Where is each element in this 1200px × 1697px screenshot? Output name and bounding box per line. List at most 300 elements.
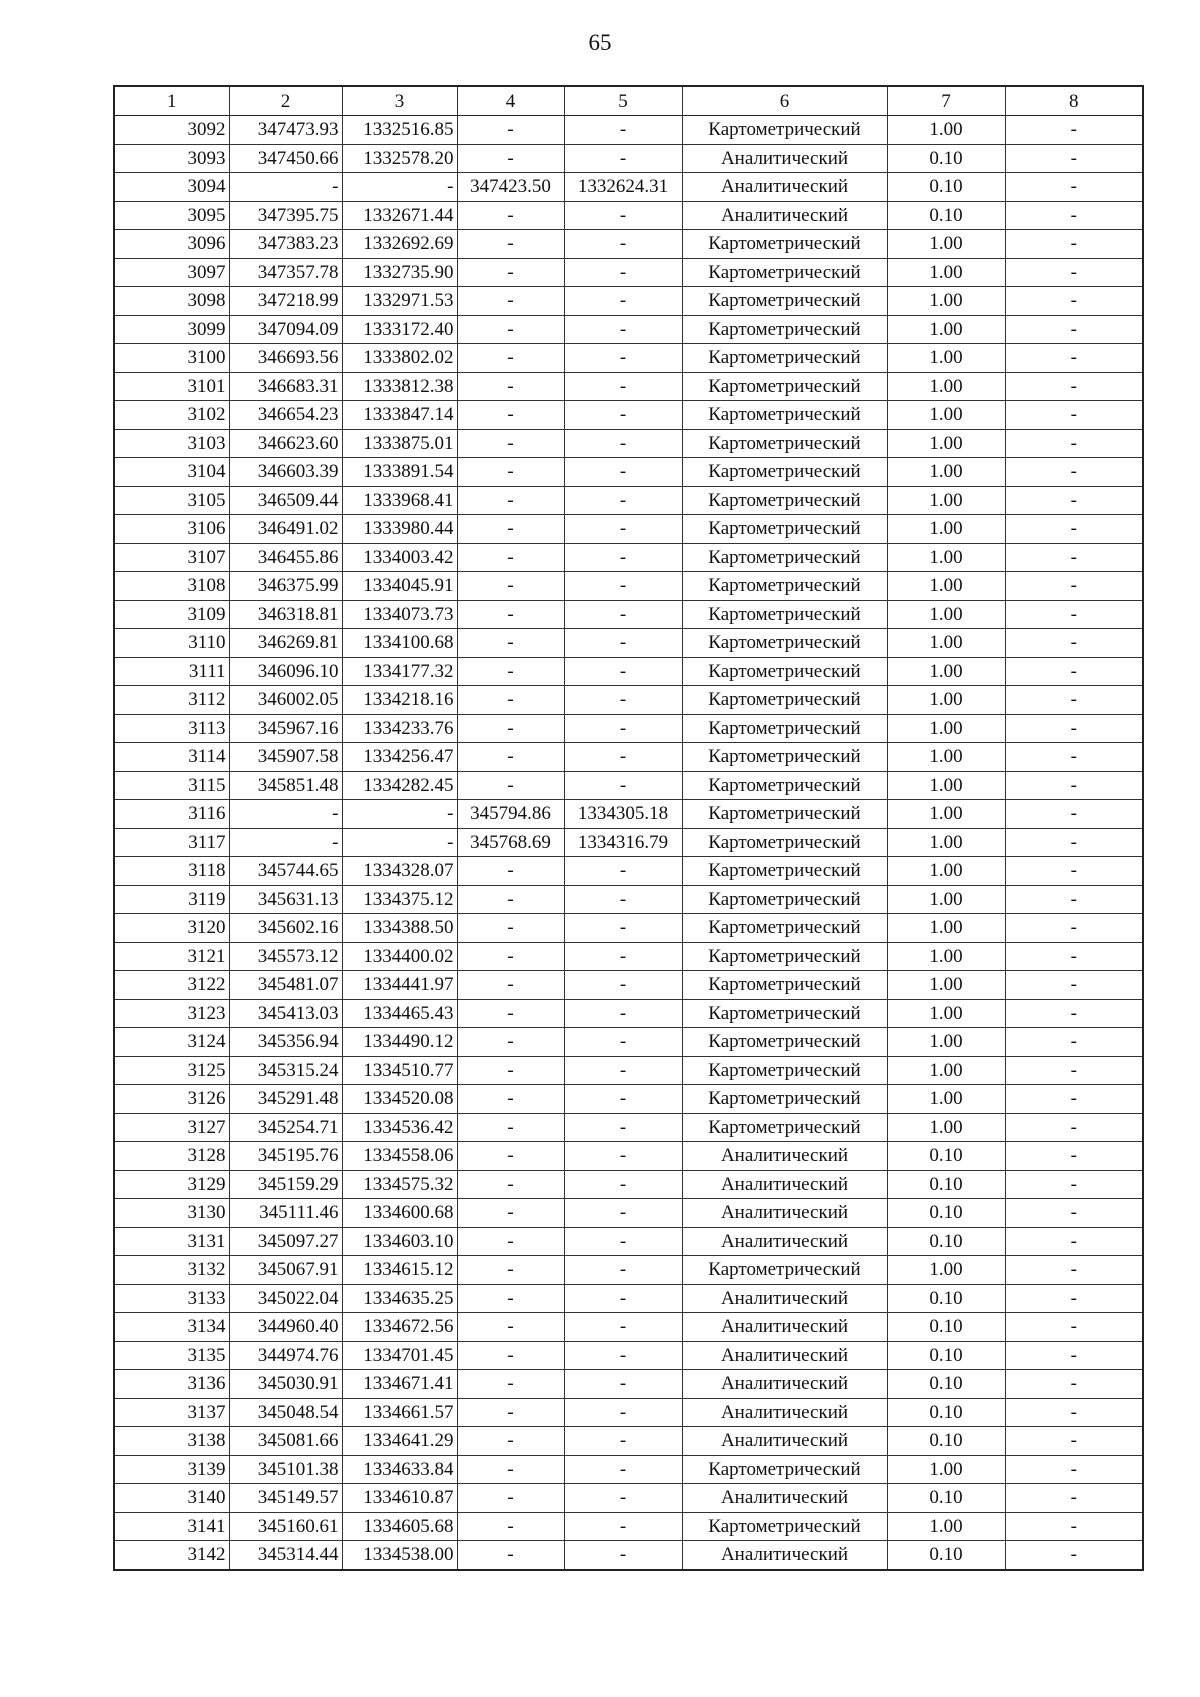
accuracy-cell: 0.10 [887,201,1005,230]
accuracy-cell: 1.00 [887,230,1005,259]
method-cell: Картометрический [682,429,887,458]
table-row [114,857,1143,886]
x-coordinate-cell: 346603.39 [229,458,342,487]
y-alt-coordinate-cell: - [564,942,682,971]
accuracy-cell: 1.00 [887,971,1005,1000]
x-coordinate-cell: 345101.38 [229,1455,342,1484]
accuracy-cell: 1.00 [887,743,1005,772]
x-alt-coordinate-cell: - [457,600,564,629]
method-cell: Картометрический [682,1256,887,1285]
method-cell: Аналитический [682,1541,887,1570]
point-number-cell: 3101 [114,372,229,401]
y-coordinate-cell: 1334490.12 [342,1028,457,1057]
x-alt-coordinate-cell: - [457,258,564,287]
y-alt-coordinate-cell: - [564,429,682,458]
method-cell: Картометрический [682,1512,887,1541]
x-alt-coordinate-cell: - [457,1028,564,1057]
y-coordinate-cell: 1332735.90 [342,258,457,287]
point-number-cell: 3141 [114,1512,229,1541]
y-alt-coordinate-cell: - [564,1170,682,1199]
column-header: 7 [887,86,1005,116]
accuracy-cell: 1.00 [887,1455,1005,1484]
x-alt-coordinate-cell: - [457,885,564,914]
note-cell: - [1005,1256,1143,1285]
x-alt-coordinate-cell: - [457,287,564,316]
point-number-cell: 3134 [114,1313,229,1342]
table-row [114,657,1143,686]
point-number-cell: 3112 [114,686,229,715]
x-coordinate-cell: 346002.05 [229,686,342,715]
point-number-cell: 3108 [114,572,229,601]
y-coordinate-cell: 1334465.43 [342,999,457,1028]
x-alt-coordinate-cell: - [457,486,564,515]
x-coordinate-cell: 345159.29 [229,1170,342,1199]
accuracy-cell: 1.00 [887,372,1005,401]
table-row [114,1455,1143,1484]
note-cell: - [1005,1484,1143,1513]
table-row [114,942,1143,971]
x-alt-coordinate-cell: - [457,942,564,971]
y-alt-coordinate-cell: - [564,1455,682,1484]
y-alt-coordinate-cell: 1334305.18 [564,800,682,829]
note-cell: - [1005,629,1143,658]
point-number-cell: 3105 [114,486,229,515]
y-coordinate-cell: 1333802.02 [342,344,457,373]
method-cell: Картометрический [682,1455,887,1484]
y-coordinate-cell: 1334233.76 [342,714,457,743]
accuracy-cell: 1.00 [887,572,1005,601]
y-coordinate-cell: 1334536.42 [342,1113,457,1142]
table-row [114,572,1143,601]
y-coordinate-cell: 1333968.41 [342,486,457,515]
method-cell: Картометрический [682,971,887,1000]
x-coordinate-cell: 345631.13 [229,885,342,914]
x-coordinate-cell: 345907.58 [229,743,342,772]
x-alt-coordinate-cell: - [457,657,564,686]
accuracy-cell: 0.10 [887,144,1005,173]
x-coordinate-cell: 345315.24 [229,1056,342,1085]
x-alt-coordinate-cell: - [457,230,564,259]
note-cell: - [1005,1341,1143,1370]
table-row [114,429,1143,458]
method-cell: Картометрический [682,372,887,401]
accuracy-cell: 1.00 [887,714,1005,743]
x-alt-coordinate-cell: - [457,1113,564,1142]
method-cell: Аналитический [682,1427,887,1456]
note-cell: - [1005,657,1143,686]
method-cell: Картометрический [682,771,887,800]
y-alt-coordinate-cell: 1334316.79 [564,828,682,857]
accuracy-cell: 1.00 [887,1056,1005,1085]
x-alt-coordinate-cell: - [457,1341,564,1370]
table-body [114,116,1143,1570]
note-cell: - [1005,1541,1143,1570]
note-cell: - [1005,1455,1143,1484]
x-alt-coordinate-cell: - [457,429,564,458]
method-cell: Аналитический [682,1227,887,1256]
point-number-cell: 3118 [114,857,229,886]
y-alt-coordinate-cell: - [564,344,682,373]
note-cell: - [1005,999,1143,1028]
note-cell: - [1005,1370,1143,1399]
note-cell: - [1005,971,1143,1000]
y-alt-coordinate-cell: - [564,885,682,914]
x-alt-coordinate-cell: - [457,201,564,230]
accuracy-cell: 1.00 [887,828,1005,857]
accuracy-cell: 0.10 [887,1484,1005,1513]
x-coordinate-cell: 345111.46 [229,1199,342,1228]
point-number-cell: 3113 [114,714,229,743]
method-cell: Аналитический [682,1142,887,1171]
y-coordinate-cell: 1334388.50 [342,914,457,943]
table-row [114,144,1143,173]
note-cell: - [1005,828,1143,857]
y-alt-coordinate-cell: - [564,144,682,173]
x-coordinate-cell: 346623.60 [229,429,342,458]
x-alt-coordinate-cell: - [457,1085,564,1114]
accuracy-cell: 0.10 [887,1142,1005,1171]
table-row [114,1227,1143,1256]
x-coordinate-cell: 345356.94 [229,1028,342,1057]
method-cell: Картометрический [682,258,887,287]
x-coordinate-cell: - [229,173,342,202]
x-coordinate-cell: 347473.93 [229,116,342,145]
y-alt-coordinate-cell: - [564,372,682,401]
note-cell: - [1005,1056,1143,1085]
x-coordinate-cell: 347450.66 [229,144,342,173]
table-row [114,201,1143,230]
y-coordinate-cell: 1334177.32 [342,657,457,686]
x-coordinate-cell: 345744.65 [229,857,342,886]
note-cell: - [1005,1170,1143,1199]
x-alt-coordinate-cell: - [457,458,564,487]
x-alt-coordinate-cell: - [457,771,564,800]
method-cell: Картометрический [682,315,887,344]
y-coordinate-cell: 1334671.41 [342,1370,457,1399]
accuracy-cell: 0.10 [887,173,1005,202]
y-coordinate-cell: 1334282.45 [342,771,457,800]
y-alt-coordinate-cell: - [564,116,682,145]
x-coordinate-cell: 344974.76 [229,1341,342,1370]
y-alt-coordinate-cell: - [564,971,682,1000]
point-number-cell: 3136 [114,1370,229,1399]
x-coordinate-cell: 347357.78 [229,258,342,287]
x-alt-coordinate-cell: - [457,1284,564,1313]
accuracy-cell: 0.10 [887,1341,1005,1370]
x-alt-coordinate-cell: - [457,1227,564,1256]
table-row [114,1056,1143,1085]
y-alt-coordinate-cell: - [564,1028,682,1057]
x-alt-coordinate-cell: - [457,1170,564,1199]
method-cell: Картометрический [682,714,887,743]
x-alt-coordinate-cell: - [457,1455,564,1484]
method-cell: Аналитический [682,1170,887,1199]
table-row [114,914,1143,943]
method-cell: Аналитический [682,144,887,173]
x-alt-coordinate-cell: - [457,971,564,1000]
x-alt-coordinate-cell: - [457,914,564,943]
y-coordinate-cell: 1334510.77 [342,1056,457,1085]
table-row [114,1085,1143,1114]
y-alt-coordinate-cell: - [564,543,682,572]
x-alt-coordinate-cell: - [457,1370,564,1399]
x-alt-coordinate-cell: - [457,1512,564,1541]
x-coordinate-cell: 345067.91 [229,1256,342,1285]
x-alt-coordinate-cell: - [457,1484,564,1513]
x-alt-coordinate-cell: - [457,999,564,1028]
x-coordinate-cell: 346269.81 [229,629,342,658]
accuracy-cell: 1.00 [887,885,1005,914]
accuracy-cell: 1.00 [887,1256,1005,1285]
y-alt-coordinate-cell: - [564,1512,682,1541]
y-coordinate-cell: 1332671.44 [342,201,457,230]
table-row [114,1484,1143,1513]
accuracy-cell: 0.10 [887,1284,1005,1313]
y-coordinate-cell: 1334328.07 [342,857,457,886]
note-cell: - [1005,344,1143,373]
note-cell: - [1005,1284,1143,1313]
x-alt-coordinate-cell: - [457,1398,564,1427]
x-coordinate-cell: 345481.07 [229,971,342,1000]
accuracy-cell: 1.00 [887,543,1005,572]
table-row [114,258,1143,287]
x-coordinate-cell: 345851.48 [229,771,342,800]
point-number-cell: 3116 [114,800,229,829]
table-row [114,1142,1143,1171]
table-row [114,1284,1143,1313]
y-alt-coordinate-cell: - [564,714,682,743]
y-alt-coordinate-cell: - [564,686,682,715]
y-coordinate-cell: 1332578.20 [342,144,457,173]
accuracy-cell: 1.00 [887,1028,1005,1057]
point-number-cell: 3095 [114,201,229,230]
table-row [114,714,1143,743]
method-cell: Аналитический [682,1199,887,1228]
point-number-cell: 3138 [114,1427,229,1456]
x-coordinate-cell: 345097.27 [229,1227,342,1256]
x-coordinate-cell: 346318.81 [229,600,342,629]
table-row [114,1512,1143,1541]
point-number-cell: 3096 [114,230,229,259]
table-row [114,1170,1143,1199]
table-row [114,372,1143,401]
table-row [114,600,1143,629]
y-coordinate-cell: 1334701.45 [342,1341,457,1370]
x-alt-coordinate-cell: - [457,857,564,886]
column-header: 4 [457,86,564,116]
x-alt-coordinate-cell: - [457,743,564,772]
accuracy-cell: 1.00 [887,686,1005,715]
x-alt-coordinate-cell: - [457,372,564,401]
note-cell: - [1005,1028,1143,1057]
y-coordinate-cell: - [342,800,457,829]
note-cell: - [1005,116,1143,145]
note-cell: - [1005,857,1143,886]
point-number-cell: 3098 [114,287,229,316]
point-number-cell: 3142 [114,1541,229,1570]
y-alt-coordinate-cell: - [564,743,682,772]
y-alt-coordinate-cell: - [564,1142,682,1171]
method-cell: Картометрический [682,287,887,316]
accuracy-cell: 1.00 [887,486,1005,515]
y-coordinate-cell: 1334538.00 [342,1541,457,1570]
x-alt-coordinate-cell: 347423.50 [457,173,564,202]
y-coordinate-cell: 1333891.54 [342,458,457,487]
point-number-cell: 3139 [114,1455,229,1484]
method-cell: Картометрический [682,458,887,487]
note-cell: - [1005,258,1143,287]
coordinates-table-container [113,85,1142,1571]
y-alt-coordinate-cell: - [564,572,682,601]
y-coordinate-cell: 1334600.68 [342,1199,457,1228]
y-coordinate-cell: 1334603.10 [342,1227,457,1256]
table-row [114,515,1143,544]
accuracy-cell: 1.00 [887,287,1005,316]
point-number-cell: 3103 [114,429,229,458]
method-cell: Картометрический [682,1113,887,1142]
y-coordinate-cell: - [342,828,457,857]
y-alt-coordinate-cell: - [564,914,682,943]
x-alt-coordinate-cell: - [457,116,564,145]
table-row [114,1199,1143,1228]
x-alt-coordinate-cell: - [457,1541,564,1570]
method-cell: Картометрический [682,230,887,259]
method-cell: Аналитический [682,201,887,230]
x-alt-coordinate-cell: - [457,543,564,572]
point-number-cell: 3110 [114,629,229,658]
table-row [114,458,1143,487]
y-coordinate-cell: 1334400.02 [342,942,457,971]
note-cell: - [1005,201,1143,230]
accuracy-cell: 1.00 [887,515,1005,544]
accuracy-cell: 1.00 [887,999,1005,1028]
method-cell: Картометрический [682,401,887,430]
method-cell: Аналитический [682,173,887,202]
y-alt-coordinate-cell: - [564,1313,682,1342]
table-row [114,828,1143,857]
point-number-cell: 3140 [114,1484,229,1513]
point-number-cell: 3100 [114,344,229,373]
table-row [114,743,1143,772]
method-cell: Картометрический [682,629,887,658]
table-row [114,1028,1143,1057]
point-number-cell: 3099 [114,315,229,344]
y-alt-coordinate-cell: - [564,458,682,487]
table-row [114,885,1143,914]
point-number-cell: 3106 [114,515,229,544]
accuracy-cell: 1.00 [887,1085,1005,1114]
method-cell: Картометрический [682,999,887,1028]
accuracy-cell: 1.00 [887,429,1005,458]
method-cell: Аналитический [682,1398,887,1427]
point-number-cell: 3094 [114,173,229,202]
point-number-cell: 3097 [114,258,229,287]
column-header: 5 [564,86,682,116]
y-alt-coordinate-cell: - [564,515,682,544]
method-cell: Картометрический [682,942,887,971]
table-row [114,1370,1143,1399]
x-alt-coordinate-cell: 345768.69 [457,828,564,857]
accuracy-cell: 1.00 [887,629,1005,658]
column-header: 8 [1005,86,1143,116]
point-number-cell: 3126 [114,1085,229,1114]
y-alt-coordinate-cell: - [564,1370,682,1399]
table-row [114,1256,1143,1285]
method-cell: Аналитический [682,1313,887,1342]
accuracy-cell: 1.00 [887,315,1005,344]
y-coordinate-cell: 1334520.08 [342,1085,457,1114]
accuracy-cell: 0.10 [887,1227,1005,1256]
x-coordinate-cell: 345149.57 [229,1484,342,1513]
note-cell: - [1005,173,1143,202]
y-coordinate-cell: 1334003.42 [342,543,457,572]
note-cell: - [1005,1142,1143,1171]
accuracy-cell: 1.00 [887,458,1005,487]
note-cell: - [1005,686,1143,715]
point-number-cell: 3127 [114,1113,229,1142]
table-row [114,315,1143,344]
x-alt-coordinate-cell: 345794.86 [457,800,564,829]
note-cell: - [1005,714,1143,743]
y-coordinate-cell: 1334615.12 [342,1256,457,1285]
point-number-cell: 3124 [114,1028,229,1057]
point-number-cell: 3107 [114,543,229,572]
x-coordinate-cell: 344960.40 [229,1313,342,1342]
table-row [114,771,1143,800]
y-alt-coordinate-cell: - [564,1256,682,1285]
x-coordinate-cell: 346455.86 [229,543,342,572]
y-alt-coordinate-cell: - [564,258,682,287]
accuracy-cell: 1.00 [887,600,1005,629]
x-coordinate-cell: 345160.61 [229,1512,342,1541]
point-number-cell: 3130 [114,1199,229,1228]
x-coordinate-cell: 345413.03 [229,999,342,1028]
y-alt-coordinate-cell: - [564,1341,682,1370]
y-coordinate-cell: 1334610.87 [342,1484,457,1513]
note-cell: - [1005,942,1143,971]
table-row [114,116,1143,145]
y-alt-coordinate-cell: - [564,287,682,316]
x-coordinate-cell: 345314.44 [229,1541,342,1570]
method-cell: Картометрический [682,1028,887,1057]
table-row [114,1313,1143,1342]
x-coordinate-cell: 346375.99 [229,572,342,601]
note-cell: - [1005,743,1143,772]
note-cell: - [1005,1113,1143,1142]
x-alt-coordinate-cell: - [457,629,564,658]
y-alt-coordinate-cell: - [564,1113,682,1142]
point-number-cell: 3125 [114,1056,229,1085]
note-cell: - [1005,800,1143,829]
accuracy-cell: 1.00 [887,116,1005,145]
note-cell: - [1005,600,1143,629]
method-cell: Картометрический [682,515,887,544]
accuracy-cell: 0.10 [887,1170,1005,1199]
y-alt-coordinate-cell: - [564,201,682,230]
table-row [114,1541,1143,1570]
y-alt-coordinate-cell: - [564,1085,682,1114]
accuracy-cell: 0.10 [887,1427,1005,1456]
accuracy-cell: 1.00 [887,857,1005,886]
table-row [114,543,1143,572]
y-alt-coordinate-cell: - [564,1227,682,1256]
y-coordinate-cell: - [342,173,457,202]
y-alt-coordinate-cell: - [564,1427,682,1456]
point-number-cell: 3115 [114,771,229,800]
note-cell: - [1005,287,1143,316]
note-cell: - [1005,429,1143,458]
note-cell: - [1005,230,1143,259]
